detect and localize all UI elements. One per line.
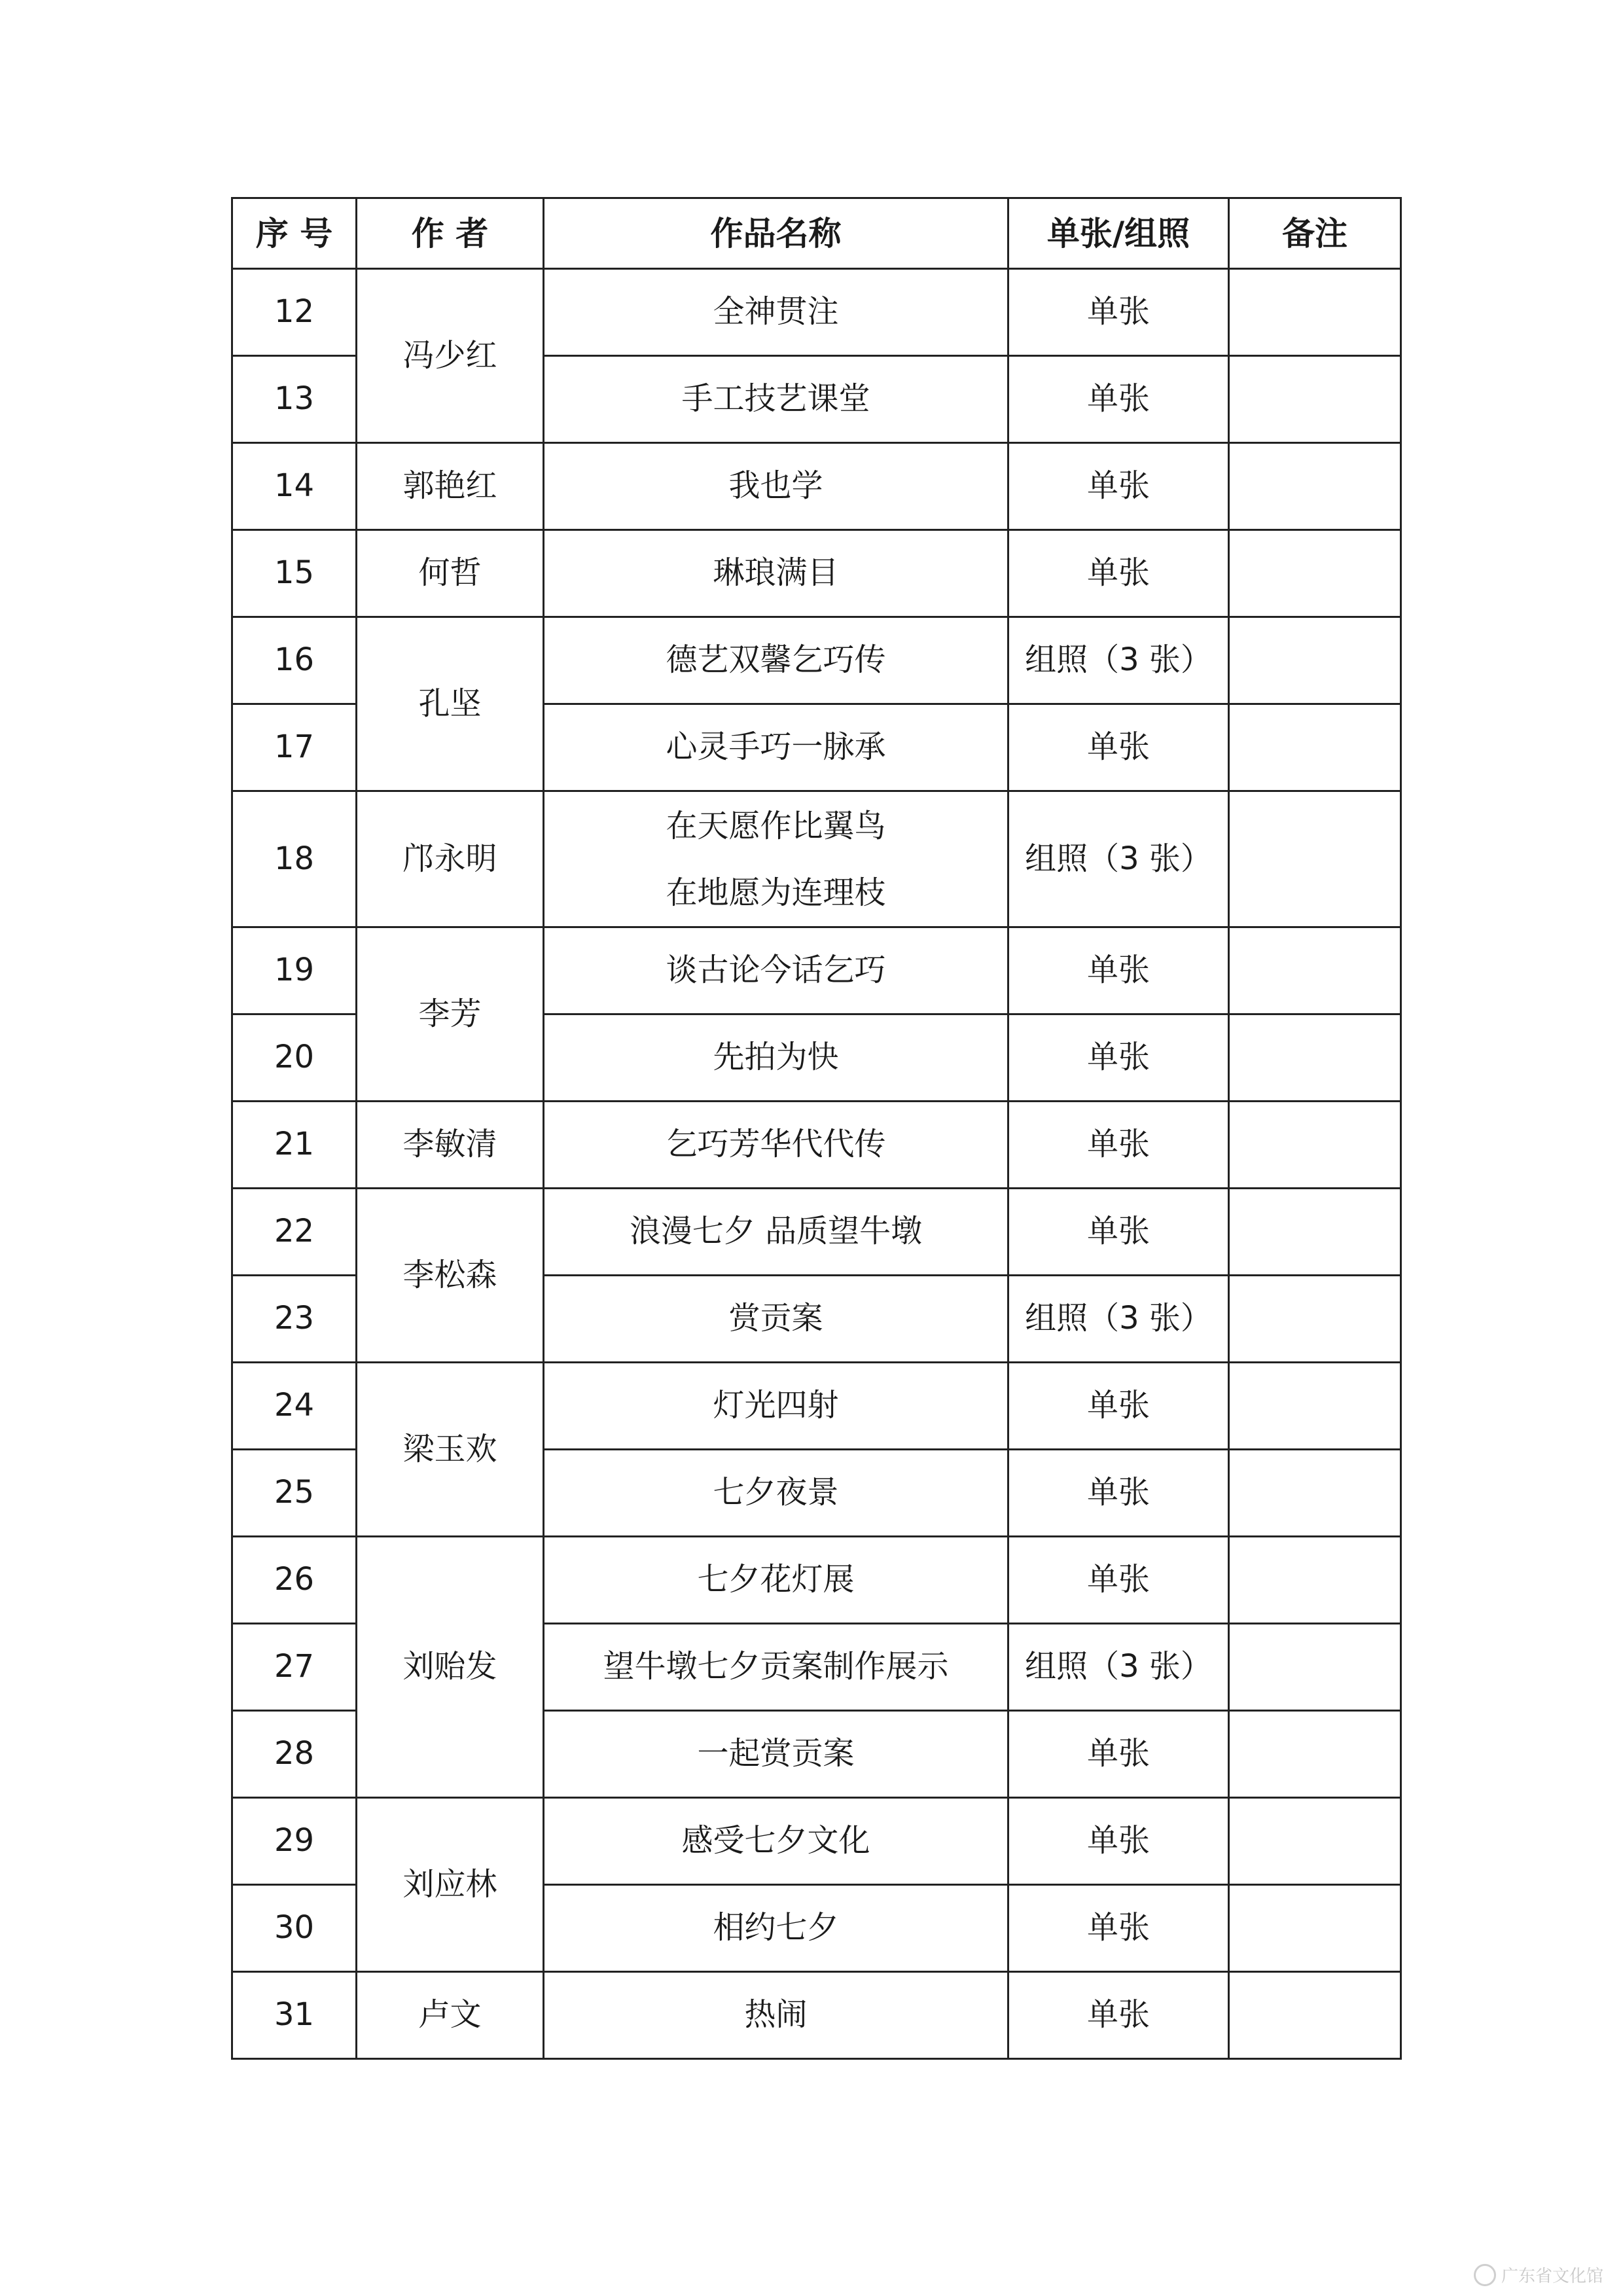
cell-note [1229, 1102, 1401, 1189]
cell-note [1229, 1885, 1401, 1972]
table-row [232, 1102, 1401, 1189]
cell-no: 27 [232, 1624, 357, 1711]
cell-no: 22 [232, 1189, 357, 1276]
cell-author: 邝永明 [357, 791, 544, 927]
cell-title: 七夕花灯展 [544, 1537, 1008, 1624]
cell-note [1229, 356, 1401, 443]
header-title: 作品名称 [544, 198, 1008, 269]
cell-no: 28 [232, 1711, 357, 1798]
cell-author: 卢文 [357, 1972, 544, 2059]
cell-title: 相约七夕 [544, 1885, 1008, 1972]
cell-title: 七夕夜景 [544, 1450, 1008, 1537]
cell-author: 郭艳红 [357, 443, 544, 530]
cell-note [1229, 1363, 1401, 1450]
cell-author: 梁玉欢 [357, 1363, 544, 1537]
cell-no: 13 [232, 356, 357, 443]
cell-note [1229, 1276, 1401, 1363]
cell-title: 手工技艺课堂 [544, 356, 1008, 443]
table-row [232, 791, 1401, 927]
watermark [1474, 2263, 1603, 2287]
cell-type: 组照（3 张） [1008, 791, 1229, 927]
cell-no: 24 [232, 1363, 357, 1450]
header-author: 作 者 [357, 198, 544, 269]
cell-title: 赏贡案 [544, 1276, 1008, 1363]
cell-note [1229, 269, 1401, 356]
cell-note [1229, 530, 1401, 617]
title-line: 在地愿为连理枝 [666, 874, 886, 911]
table-row [232, 927, 1401, 1014]
table-row [232, 1798, 1401, 1885]
cell-note [1229, 1189, 1401, 1276]
cell-title: 望牛墩七夕贡案制作展示 [544, 1624, 1008, 1711]
cell-note [1229, 617, 1401, 704]
cell-note [1229, 1624, 1401, 1711]
cell-title: 德艺双馨乞巧传 [544, 617, 1008, 704]
works-table [231, 197, 1402, 2060]
logo-icon [1474, 2264, 1496, 2286]
cell-type: 单张 [1008, 443, 1229, 530]
table-row [232, 1537, 1401, 1624]
cell-type: 单张 [1008, 927, 1229, 1014]
cell-no: 29 [232, 1798, 357, 1885]
cell-type: 单张 [1008, 1711, 1229, 1798]
header-type: 单张/组照 [1008, 198, 1229, 269]
cell-author: 冯少红 [357, 269, 544, 443]
cell-note [1229, 927, 1401, 1014]
cell-no: 20 [232, 1014, 357, 1102]
cell-note [1229, 1014, 1401, 1102]
cell-type: 单张 [1008, 269, 1229, 356]
cell-type: 单张 [1008, 1450, 1229, 1537]
cell-title: 乞巧芳华代代传 [544, 1102, 1008, 1189]
cell-type: 单张 [1008, 704, 1229, 791]
cell-title: 先拍为快 [544, 1014, 1008, 1102]
cell-no: 21 [232, 1102, 357, 1189]
table-row [232, 269, 1401, 356]
cell-no: 30 [232, 1885, 357, 1972]
cell-no: 26 [232, 1537, 357, 1624]
table-row [232, 1363, 1401, 1450]
cell-author: 李敏清 [357, 1102, 544, 1189]
cell-type: 单张 [1008, 1537, 1229, 1624]
cell-title: 全神贯注 [544, 269, 1008, 356]
table-row [232, 443, 1401, 530]
table-body [232, 269, 1401, 2059]
cell-type: 单张 [1008, 1972, 1229, 2059]
cell-note [1229, 1798, 1401, 1885]
cell-no: 19 [232, 927, 357, 1014]
cell-note [1229, 1711, 1401, 1798]
cell-type: 单张 [1008, 1014, 1229, 1102]
cell-title: 谈古论今话乞巧 [544, 927, 1008, 1014]
cell-title: 感受七夕文化 [544, 1798, 1008, 1885]
cell-type: 组照（3 张） [1008, 617, 1229, 704]
watermark-text: 广东省文化馆 [1501, 2267, 1603, 2286]
table-row [232, 1189, 1401, 1276]
cell-title: 浪漫七夕 品质望牛墩 [544, 1189, 1008, 1276]
cell-title [544, 791, 1008, 927]
cell-type: 单张 [1008, 1363, 1229, 1450]
table-row [232, 617, 1401, 704]
table-header-row [232, 198, 1401, 269]
cell-author: 刘应林 [357, 1798, 544, 1972]
cell-title: 心灵手巧一脉承 [544, 704, 1008, 791]
header-no: 序 号 [232, 198, 357, 269]
title-line: 在天愿作比翼鸟 [666, 807, 886, 844]
cell-no: 16 [232, 617, 357, 704]
cell-type: 单张 [1008, 1885, 1229, 1972]
cell-type: 单张 [1008, 1189, 1229, 1276]
cell-author: 刘贻发 [357, 1537, 544, 1798]
table-row [232, 1972, 1401, 2059]
cell-no: 14 [232, 443, 357, 530]
cell-type: 单张 [1008, 1102, 1229, 1189]
cell-title: 灯光四射 [544, 1363, 1008, 1450]
cell-no: 15 [232, 530, 357, 617]
cell-note [1229, 1537, 1401, 1624]
cell-title: 一起赏贡案 [544, 1711, 1008, 1798]
cell-type: 组照（3 张） [1008, 1276, 1229, 1363]
cell-author: 李松森 [357, 1189, 544, 1363]
cell-note [1229, 791, 1401, 927]
cell-note [1229, 443, 1401, 530]
cell-type: 组照（3 张） [1008, 1624, 1229, 1711]
cell-no: 31 [232, 1972, 357, 2059]
cell-no: 25 [232, 1450, 357, 1537]
cell-no: 12 [232, 269, 357, 356]
cell-type: 单张 [1008, 356, 1229, 443]
cell-type: 单张 [1008, 530, 1229, 617]
cell-title: 热闹 [544, 1972, 1008, 2059]
cell-type: 单张 [1008, 1798, 1229, 1885]
cell-note [1229, 704, 1401, 791]
cell-no: 18 [232, 791, 357, 927]
header-note: 备注 [1229, 198, 1401, 269]
cell-no: 23 [232, 1276, 357, 1363]
cell-note [1229, 1972, 1401, 2059]
cell-author: 孔坚 [357, 617, 544, 791]
cell-author: 李芳 [357, 927, 544, 1102]
cell-author: 何哲 [357, 530, 544, 617]
cell-no: 17 [232, 704, 357, 791]
table-row [232, 530, 1401, 617]
cell-note [1229, 1450, 1401, 1537]
cell-title: 我也学 [544, 443, 1008, 530]
cell-title: 琳琅满目 [544, 530, 1008, 617]
